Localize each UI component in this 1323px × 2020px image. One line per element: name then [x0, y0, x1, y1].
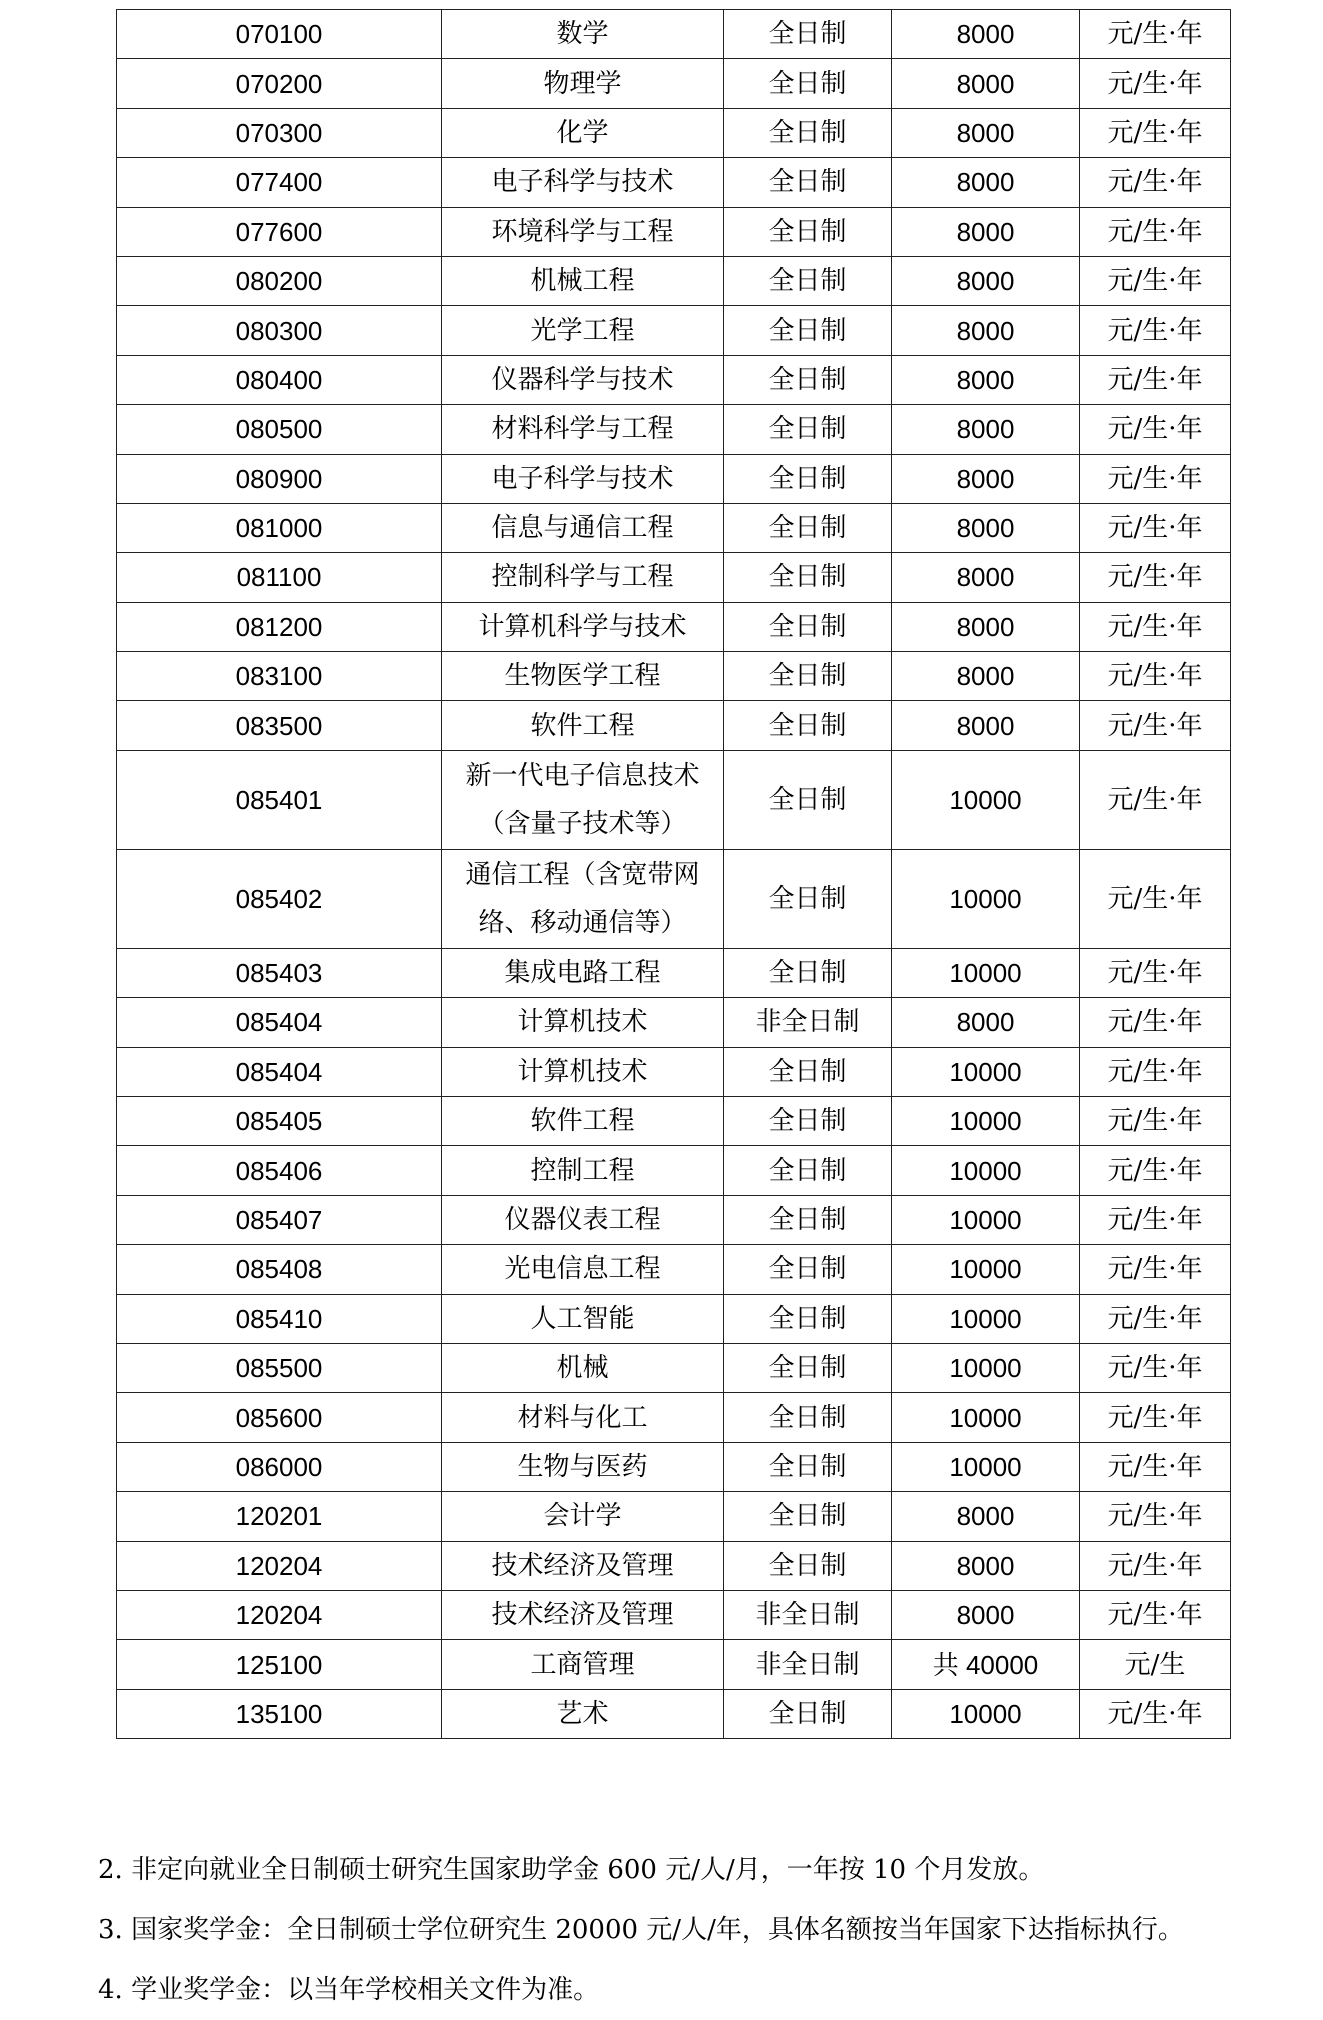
major-name-cell [442, 750, 724, 849]
table-row [117, 1343, 1231, 1392]
major-code-cell: 085406 [117, 1146, 442, 1195]
major-code-cell: 085403 [117, 948, 442, 997]
tuition-fee-cell: 10000 [892, 750, 1080, 849]
fee-unit-cell: 元/生·年 [1080, 1343, 1231, 1392]
table-row [117, 1097, 1231, 1146]
tuition-fee-cell: 8000 [892, 256, 1080, 305]
tuition-fee-cell: 8000 [892, 652, 1080, 701]
major-name-cell [442, 1195, 724, 1244]
major-name-line: 机械 [556, 1353, 609, 1384]
tuition-fee-cell: 8000 [892, 306, 1080, 355]
fee-unit-cell: 元/生·年 [1080, 1393, 1231, 1442]
major-code-cell: 070300 [117, 108, 442, 157]
table-row [117, 1541, 1231, 1590]
major-code-cell: 085600 [117, 1393, 442, 1442]
major-name-cell [442, 1393, 724, 1442]
major-name-cell [442, 1047, 724, 1096]
study-mode-cell: 全日制 [724, 750, 892, 849]
major-name-line: 环境科学与工程 [491, 216, 674, 247]
tuition-fee-cell: 8000 [892, 1492, 1080, 1541]
table-row [117, 1146, 1231, 1195]
fee-unit-cell: 元/生·年 [1080, 701, 1231, 750]
table-row [117, 701, 1231, 750]
major-code-cell: 085402 [117, 849, 442, 948]
table-row [117, 1294, 1231, 1343]
tuition-fee-cell: 8000 [892, 10, 1080, 59]
table-row [117, 652, 1231, 701]
major-name-line: 仪器科学与技术 [491, 364, 674, 395]
fee-unit-cell: 元/生·年 [1080, 207, 1231, 256]
major-name-line: （含量子技术等） [478, 808, 687, 839]
study-mode-cell: 全日制 [724, 158, 892, 207]
study-mode-cell: 全日制 [724, 1442, 892, 1491]
tuition-fee-cell: 10000 [892, 1047, 1080, 1096]
fee-unit-cell: 元/生·年 [1080, 306, 1231, 355]
major-name-line: 光电信息工程 [504, 1254, 661, 1285]
major-name-cell [442, 59, 724, 108]
table-row [117, 454, 1231, 503]
table-row [117, 948, 1231, 997]
major-name-cell [442, 503, 724, 552]
major-name-cell [442, 849, 724, 948]
major-name-cell [442, 10, 724, 59]
fee-unit-cell: 元/生·年 [1080, 1195, 1231, 1244]
study-mode-cell: 全日制 [724, 503, 892, 552]
tuition-fee-cell: 共 40000 [892, 1640, 1080, 1689]
tuition-fee-cell: 8000 [892, 553, 1080, 602]
table-row [117, 306, 1231, 355]
study-mode-cell: 全日制 [724, 1294, 892, 1343]
major-name-line: 仪器仪表工程 [504, 1205, 661, 1235]
table-row [117, 553, 1231, 602]
fee-unit-cell: 元/生·年 [1080, 355, 1231, 404]
major-code-cell: 081100 [117, 553, 442, 602]
study-mode-cell: 全日制 [724, 553, 892, 602]
study-mode-cell: 全日制 [724, 948, 892, 997]
table-row [117, 998, 1231, 1047]
major-name-line: 材料科学与工程 [491, 414, 674, 445]
major-name-cell [442, 1146, 724, 1195]
tuition-fee-cell: 8000 [892, 1541, 1080, 1590]
fee-unit-cell: 元/生·年 [1080, 998, 1231, 1047]
major-name-cell [442, 1294, 724, 1343]
major-name-cell [442, 1343, 724, 1392]
major-name-line: 人工智能 [530, 1303, 635, 1334]
major-name-cell [442, 158, 724, 207]
major-name-line: 控制工程 [530, 1155, 635, 1186]
major-name-cell [442, 1689, 724, 1738]
major-name-line: 技术经济及管理 [491, 1600, 674, 1631]
fee-table-body [117, 10, 1231, 1739]
study-mode-cell: 全日制 [724, 1195, 892, 1244]
fee-unit-cell: 元/生·年 [1080, 454, 1231, 503]
table-row [117, 405, 1231, 454]
major-name-cell [442, 405, 724, 454]
fee-unit-cell: 元/生·年 [1080, 1689, 1231, 1738]
note-academic-scholarship: 4. 学业奖学金：以当年学校相关文件为准。 [98, 1975, 600, 2005]
study-mode-cell: 全日制 [724, 1393, 892, 1442]
study-mode-cell: 全日制 [724, 652, 892, 701]
major-code-cell: 081200 [117, 602, 442, 651]
study-mode-cell: 全日制 [724, 1245, 892, 1294]
major-name-cell [442, 998, 724, 1047]
table-row [117, 355, 1231, 404]
major-name-cell [442, 454, 724, 503]
tuition-fee-cell: 8000 [892, 602, 1080, 651]
major-name-cell [442, 1097, 724, 1146]
table-row [117, 503, 1231, 552]
major-name-cell [442, 207, 724, 256]
study-mode-cell: 全日制 [724, 1097, 892, 1146]
tuition-fee-table [116, 9, 1231, 1739]
study-mode-cell: 全日制 [724, 1689, 892, 1738]
fee-unit-cell: 元/生·年 [1080, 405, 1231, 454]
table-row [117, 1195, 1231, 1244]
fee-unit-cell: 元/生·年 [1080, 503, 1231, 552]
major-name-cell [442, 701, 724, 750]
major-code-cell: 083500 [117, 701, 442, 750]
fee-unit-cell: 元/生·年 [1080, 1047, 1231, 1096]
tuition-fee-cell: 10000 [892, 1393, 1080, 1442]
study-mode-cell: 全日制 [724, 306, 892, 355]
fee-unit-cell: 元/生·年 [1080, 256, 1231, 305]
study-mode-cell: 全日制 [724, 405, 892, 454]
tuition-fee-cell: 8000 [892, 355, 1080, 404]
major-name-line: 光学工程 [530, 315, 635, 346]
fee-unit-cell: 元/生·年 [1080, 652, 1231, 701]
study-mode-cell: 全日制 [724, 1492, 892, 1541]
major-name-cell [442, 306, 724, 355]
major-code-cell: 085404 [117, 998, 442, 1047]
tuition-fee-cell: 8000 [892, 1590, 1080, 1639]
table-row [117, 207, 1231, 256]
tuition-fee-cell: 10000 [892, 1294, 1080, 1343]
fee-unit-cell: 元/生·年 [1080, 849, 1231, 948]
major-name-cell [442, 553, 724, 602]
study-mode-cell: 全日制 [724, 108, 892, 157]
major-name-cell [442, 1590, 724, 1639]
major-code-cell: 070200 [117, 59, 442, 108]
fee-unit-cell: 元/生·年 [1080, 602, 1231, 651]
major-name-line: 软件工程 [530, 1106, 635, 1137]
major-code-cell: 080200 [117, 256, 442, 305]
tuition-fee-cell: 8000 [892, 405, 1080, 454]
tuition-fee-cell: 10000 [892, 1689, 1080, 1738]
study-mode-cell: 全日制 [724, 207, 892, 256]
tuition-fee-cell: 10000 [892, 1245, 1080, 1294]
major-name-cell [442, 256, 724, 305]
major-name-line: 物理学 [543, 68, 622, 99]
major-name-cell [442, 1442, 724, 1491]
tuition-fee-cell: 8000 [892, 454, 1080, 503]
tuition-fee-cell: 10000 [892, 1097, 1080, 1146]
study-mode-cell: 全日制 [724, 1541, 892, 1590]
study-mode-cell: 非全日制 [724, 1590, 892, 1639]
fee-unit-cell: 元/生·年 [1080, 1245, 1231, 1294]
major-code-cell: 085405 [117, 1097, 442, 1146]
major-name-cell [442, 108, 724, 157]
fee-unit-cell: 元/生·年 [1080, 1294, 1231, 1343]
major-code-cell: 077400 [117, 158, 442, 207]
major-code-cell: 085407 [117, 1195, 442, 1244]
major-name-cell [442, 602, 724, 651]
table-row [117, 1442, 1231, 1491]
tuition-fee-cell: 10000 [892, 948, 1080, 997]
notes-section [98, 1840, 1308, 2020]
major-code-cell: 080300 [117, 306, 442, 355]
tuition-fee-cell: 8000 [892, 998, 1080, 1047]
major-code-cell: 077600 [117, 207, 442, 256]
major-name-cell [442, 355, 724, 404]
major-name-line: 新一代电子信息技术 [465, 760, 700, 791]
tuition-fee-cell: 10000 [892, 1442, 1080, 1491]
tuition-fee-cell: 8000 [892, 503, 1080, 552]
table-row [117, 10, 1231, 59]
note-national-scholarship: 3. 国家奖学金：全日制硕士学位研究生 20000 元/人/年，具体名额按当年国家下达指标执行。 [98, 1915, 1184, 1945]
major-name-line: 技术经济及管理 [491, 1550, 674, 1581]
fee-unit-cell: 元/生·年 [1080, 750, 1231, 849]
major-name-line: 计算机技术 [517, 1007, 648, 1038]
major-name-line: 材料与化工 [517, 1402, 648, 1433]
major-name-line: 通信工程（含宽带网 [465, 859, 700, 890]
major-name-line: 数学 [556, 19, 609, 50]
major-name-line: 计算机科学与技术 [478, 611, 687, 642]
major-code-cell: 080400 [117, 355, 442, 404]
major-code-cell: 070100 [117, 10, 442, 59]
tuition-fee-cell: 10000 [892, 1146, 1080, 1195]
fee-unit-cell: 元/生·年 [1080, 59, 1231, 108]
major-code-cell: 120204 [117, 1541, 442, 1590]
major-name-line: 集成电路工程 [504, 958, 661, 989]
fee-unit-cell: 元/生·年 [1080, 1590, 1231, 1639]
study-mode-cell: 全日制 [724, 256, 892, 305]
major-code-cell: 120204 [117, 1590, 442, 1639]
table-row [117, 158, 1231, 207]
major-name-cell [442, 652, 724, 701]
table-row [117, 1689, 1231, 1738]
study-mode-cell: 全日制 [724, 701, 892, 750]
fee-unit-cell: 元/生 [1080, 1640, 1231, 1689]
study-mode-cell: 全日制 [724, 1146, 892, 1195]
major-name-cell [442, 948, 724, 997]
study-mode-cell: 非全日制 [724, 998, 892, 1047]
major-code-cell: 081000 [117, 503, 442, 552]
fee-unit-cell: 元/生·年 [1080, 948, 1231, 997]
tuition-fee-cell: 8000 [892, 59, 1080, 108]
tuition-fee-cell: 8000 [892, 701, 1080, 750]
table-row [117, 1245, 1231, 1294]
tuition-fee-cell: 10000 [892, 849, 1080, 948]
major-name-line: 软件工程 [530, 710, 635, 741]
fee-unit-cell: 元/生·年 [1080, 1097, 1231, 1146]
study-mode-cell: 全日制 [724, 59, 892, 108]
tuition-fee-cell: 8000 [892, 158, 1080, 207]
table-row [117, 849, 1231, 948]
table-row [117, 108, 1231, 157]
major-name-line: 电子科学与技术 [491, 167, 674, 198]
table-row [117, 256, 1231, 305]
study-mode-cell: 全日制 [724, 454, 892, 503]
fee-unit-cell: 元/生·年 [1080, 1541, 1231, 1590]
major-code-cell: 080500 [117, 405, 442, 454]
fee-unit-cell: 元/生·年 [1080, 553, 1231, 602]
tuition-fee-cell: 10000 [892, 1195, 1080, 1244]
table-row [117, 1047, 1231, 1096]
table-row [117, 602, 1231, 651]
major-code-cell: 083100 [117, 652, 442, 701]
major-name-line: 计算机技术 [517, 1056, 648, 1087]
fee-unit-cell: 元/生·年 [1080, 1146, 1231, 1195]
tuition-fee-cell: 8000 [892, 207, 1080, 256]
fee-unit-cell: 元/生·年 [1080, 1492, 1231, 1541]
study-mode-cell: 全日制 [724, 1343, 892, 1392]
major-name-line: 工商管理 [530, 1649, 635, 1680]
major-code-cell: 085500 [117, 1343, 442, 1392]
study-mode-cell: 全日制 [724, 10, 892, 59]
note-stipend: 2. 非定向就业全日制硕士研究生国家助学金 600 元/人/月，一年按 10 个月发放。 [98, 1855, 1045, 1885]
table-row [117, 1492, 1231, 1541]
table-row [117, 1640, 1231, 1689]
study-mode-cell: 全日制 [724, 849, 892, 948]
fee-unit-cell: 元/生·年 [1080, 158, 1231, 207]
major-code-cell: 086000 [117, 1442, 442, 1491]
major-code-cell: 085401 [117, 750, 442, 849]
major-code-cell: 085404 [117, 1047, 442, 1096]
study-mode-cell: 全日制 [724, 1047, 892, 1096]
major-name-cell [442, 1640, 724, 1689]
major-code-cell: 080900 [117, 454, 442, 503]
major-name-line: 控制科学与工程 [491, 562, 674, 593]
major-name-line: 生物医学工程 [504, 661, 661, 692]
tuition-fee-cell: 8000 [892, 108, 1080, 157]
major-name-cell [442, 1492, 724, 1541]
fee-unit-cell: 元/生·年 [1080, 108, 1231, 157]
major-name-line: 化学 [556, 117, 609, 148]
major-code-cell: 120201 [117, 1492, 442, 1541]
major-name-line: 机械工程 [530, 266, 635, 297]
fee-unit-cell: 元/生·年 [1080, 1442, 1231, 1491]
table-row [117, 1590, 1231, 1639]
tuition-fee-cell: 10000 [892, 1343, 1080, 1392]
major-name-line: 信息与通信工程 [491, 513, 674, 544]
major-name-cell [442, 1541, 724, 1590]
major-name-line: 生物与医药 [517, 1451, 648, 1482]
table-row [117, 750, 1231, 849]
fee-unit-cell: 元/生·年 [1080, 10, 1231, 59]
major-name-cell [442, 1245, 724, 1294]
major-code-cell: 085408 [117, 1245, 442, 1294]
major-name-line: 艺术 [556, 1698, 609, 1729]
major-name-line: 络、移动通信等） [478, 907, 687, 938]
major-name-line: 会计学 [543, 1501, 622, 1532]
study-mode-cell: 全日制 [724, 355, 892, 404]
major-code-cell: 125100 [117, 1640, 442, 1689]
study-mode-cell: 非全日制 [724, 1640, 892, 1689]
table-row [117, 59, 1231, 108]
table-row [117, 1393, 1231, 1442]
major-code-cell: 135100 [117, 1689, 442, 1738]
major-code-cell: 085410 [117, 1294, 442, 1343]
major-name-line: 电子科学与技术 [491, 463, 674, 494]
study-mode-cell: 全日制 [724, 602, 892, 651]
